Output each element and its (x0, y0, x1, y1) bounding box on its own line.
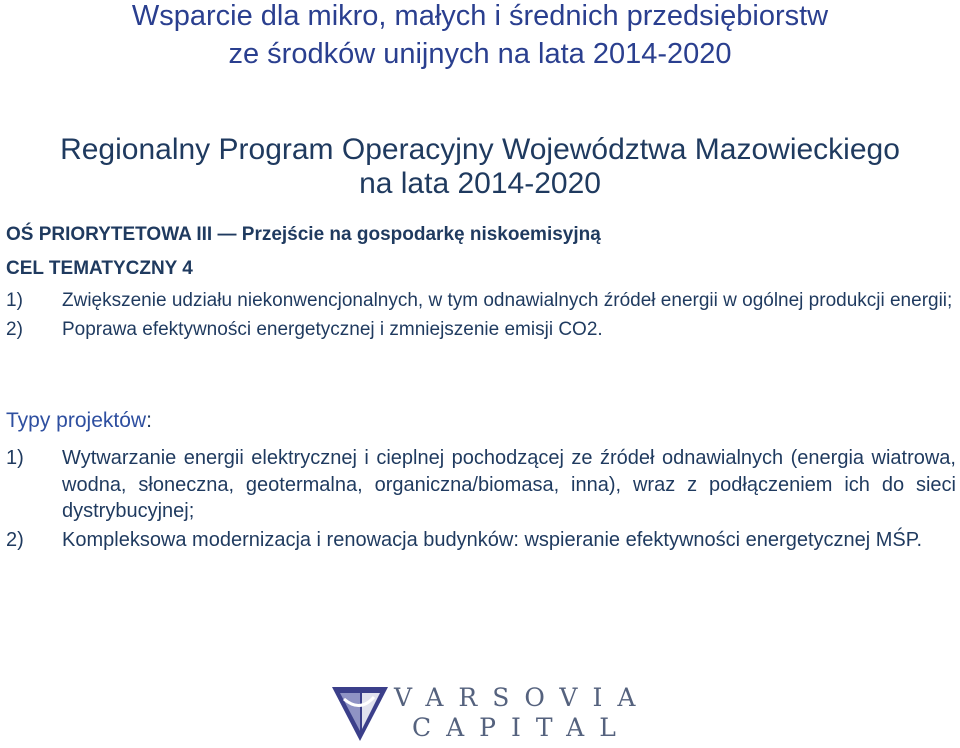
project-types-list (6, 445, 956, 553)
project-type-text: Kompleksowa modernizacja i renowacja budynków: wspieranie efektywności energetycznej MŚP. (62, 528, 923, 551)
project-type-number: 1) (6, 447, 24, 469)
goal-text: Poprawa efektywności energetycznej i zmniejszenie emisji CO2. (62, 319, 603, 340)
project-type-item (6, 527, 956, 554)
logo-word-varsovia: VARSOVIA (394, 683, 651, 712)
project-type-text: Wytwarzanie energii elektrycznej i cieplnej pochodzącej ze źródeł odnawialnych (energia wiatrowa, wodna, słoneczna, geotermalna, organiczna/biomasa, inna), wraz z podłączeniem ich do sieci dystrybucyjnej; (62, 447, 956, 522)
project-type-item (6, 445, 956, 525)
goal-number: 2) (6, 319, 23, 340)
title-line-2: ze środków unijnych na lata 2014-2020 (228, 38, 732, 70)
goals-list (6, 287, 956, 343)
priority-axis-heading: OŚ PRIORYTETOWA III — Przejście na gospodarkę niskoemisyjną (6, 224, 601, 245)
program-title-line-1: Regionalny Program Operacyjny Województwa Mazowieckiego (60, 133, 900, 166)
goal-item (6, 287, 956, 314)
project-types-label: Typy projektów (6, 409, 147, 432)
project-types-heading (6, 409, 152, 433)
logo-word-capital: CAPITAL (412, 713, 631, 742)
logo-emblem-icon (330, 683, 390, 743)
project-types-colon: : (146, 409, 152, 432)
goal-item (6, 316, 956, 343)
goal-number: 1) (6, 290, 23, 311)
title-line-1: Wsparcie dla mikro, małych i średnich przedsiębiorstw (131, 0, 829, 32)
goal-text: Zwiększenie udziału niekonwencjonalnych, w tym odnawialnych źródeł energii w ogólnej produkcji energii; (62, 290, 953, 311)
program-title-line-2: na lata 2014-2020 (359, 167, 601, 200)
varsovia-capital-logo (330, 683, 650, 743)
thematic-goal-heading: CEL TEMATYCZNY 4 (6, 258, 193, 279)
project-type-number: 2) (6, 528, 24, 551)
